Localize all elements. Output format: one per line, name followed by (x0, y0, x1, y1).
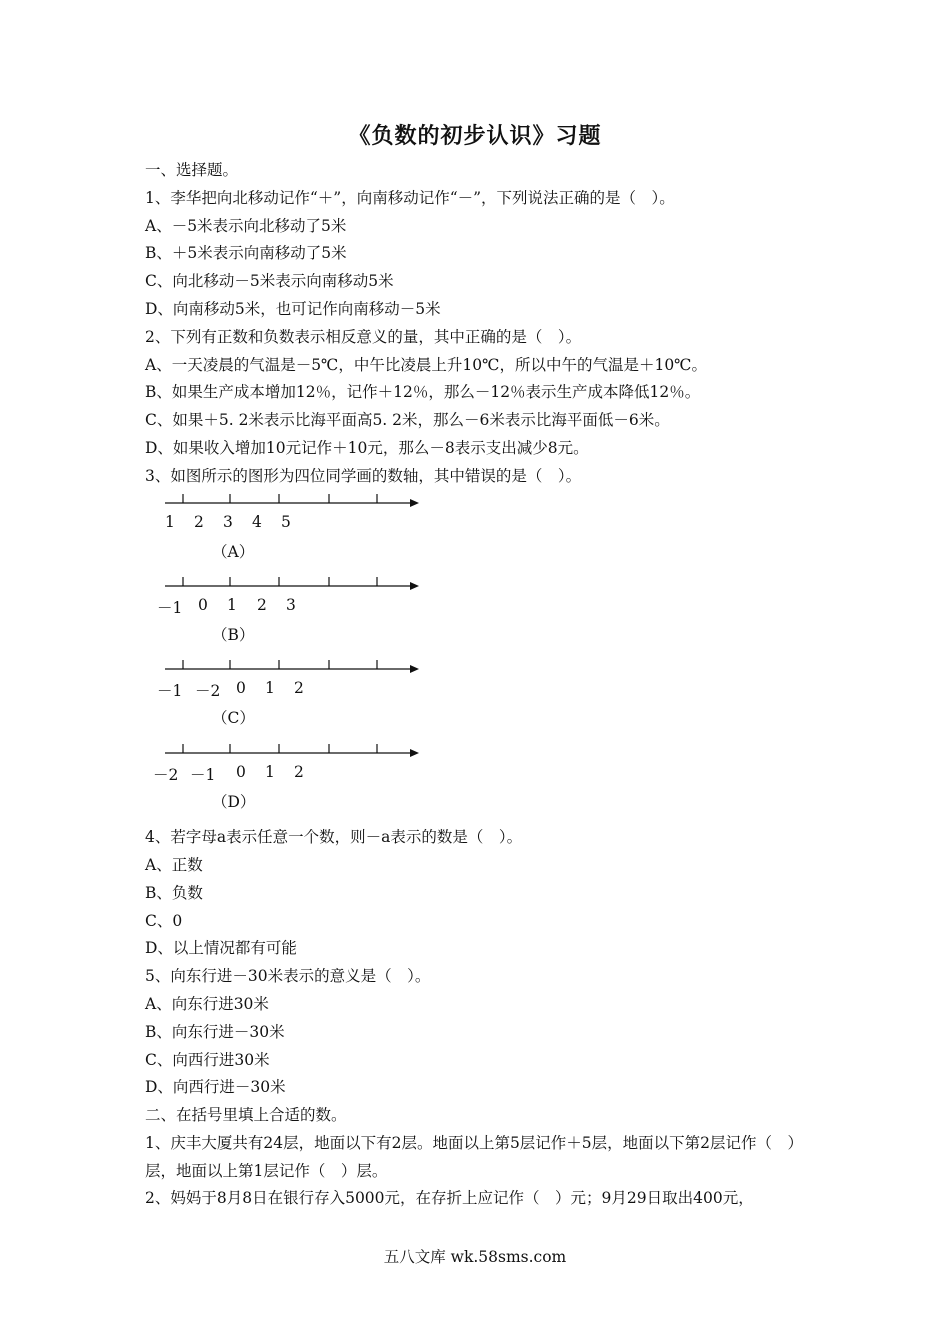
section-heading-choice: 一、选择题。 (145, 161, 239, 179)
option-1d: D、向南移动5米，也可记作向南移动－5米 (145, 299, 441, 318)
number-line-d (145, 741, 805, 824)
number-line-b-labels (157, 596, 457, 620)
section-heading-fill: 二、在括号里填上合适的数。 (145, 1106, 347, 1125)
fill-question-2: 2、妈妈于8月8日在银行存入5000元，在存折上应记作（ ）元；9月29日取出400元， (145, 1189, 754, 1208)
option-2a: A、一天凌晨的气温是－5℃，中午比凌晨上升10℃，所以中午的气温是＋10℃。 (145, 355, 708, 374)
option-4c: C、0 (145, 911, 183, 930)
option-5c: C、向西行进30米 (145, 1050, 270, 1069)
fill-question-1: 1、庆丰大厦共有24层，地面以下有2层。地面以上第5层记作＋5层，地面以下第2层记作（ ）层，地面以上第1层记作（ ）层。 (145, 1133, 804, 1180)
tick-label: 4 (252, 512, 262, 531)
tick-label: 0 (198, 595, 208, 614)
option-5a: A、向东行进30米 (145, 994, 269, 1013)
question-5: 5、向东行进－30米表示的意义是（ ）。 (145, 967, 431, 986)
question-4: 4、若字母a表示任意一个数，则－a表示的数是（ ）。 (145, 828, 523, 847)
tick-label: 1 (227, 595, 237, 614)
option-4d: D、以上情况都有可能 (145, 939, 297, 958)
number-line-c (145, 657, 805, 740)
tick-label: 2 (257, 595, 267, 614)
option-1a: A、－5米表示向北移动了5米 (145, 216, 347, 235)
tick-label: 2 (294, 762, 304, 781)
number-line-c-axis (163, 657, 423, 679)
option-2d: D、如果收入增加10元记作＋10元，那么－8表示支出减少8元。 (145, 438, 589, 457)
question-3: 3、如图所示的图形为四位同学画的数轴，其中错误的是（ ）。 (145, 466, 582, 485)
number-line-a-labels (157, 513, 457, 537)
question-2: 2、下列有正数和负数表示相反意义的量，其中正确的是（ ）。 (145, 327, 582, 346)
tick-label: 1 (265, 679, 275, 698)
option-2c: C、如果＋5. 2米表示比海平面高5. 2米，那么－6米表示比海平面低－6米。 (145, 411, 670, 430)
footer-watermark: 五八文库 wk.58sms.com (383, 1248, 567, 1266)
option-1c: C、向北移动－5米表示向南移动5米 (145, 272, 394, 291)
option-1b: B、＋5米表示向南移动了5米 (145, 244, 347, 263)
tick-label: －1 (157, 682, 183, 701)
number-line-a (145, 491, 805, 574)
number-line-b-caption: （B） (212, 625, 255, 644)
number-line-b (145, 574, 805, 657)
number-line-c-caption: （C） (212, 709, 255, 728)
tick-label: 1 (165, 512, 175, 531)
tick-label: －1 (157, 598, 183, 617)
option-5b: B、向东行进－30米 (145, 1022, 285, 1041)
tick-label: 1 (265, 762, 275, 781)
tick-label: －1 (190, 765, 216, 784)
tick-label: 5 (281, 512, 291, 531)
tick-label: 0 (236, 679, 246, 698)
option-5d: D、向西行进－30米 (145, 1078, 286, 1097)
document-title: 《负数的初步认识》习题 (348, 123, 602, 149)
tick-label: －2 (195, 682, 221, 701)
number-line-d-labels (153, 762, 457, 787)
number-line-b-axis (163, 574, 423, 596)
tick-label: 2 (294, 679, 304, 698)
question-1: 1、李华把向北移动记作“＋”，向南移动记作“－”，下列说法正确的是（ ）。 (145, 188, 675, 207)
number-line-d-caption: （D） (212, 792, 256, 811)
number-line-a-caption: （A） (212, 542, 255, 561)
tick-label: －2 (153, 765, 179, 784)
tick-label: 3 (223, 512, 233, 531)
tick-label: 2 (194, 512, 204, 531)
tick-label: 0 (236, 762, 246, 781)
number-line-c-labels (157, 679, 457, 703)
number-line-a-axis (163, 491, 423, 513)
tick-label: 3 (286, 595, 296, 614)
option-4b: B、负数 (145, 883, 203, 902)
document-body (145, 157, 805, 1213)
number-line-d-axis (163, 741, 423, 763)
option-4a: A、正数 (145, 855, 203, 874)
option-2b: B、如果生产成本增加12％，记作＋12％，那么－12％表示生产成本降低12％。 (145, 383, 701, 402)
